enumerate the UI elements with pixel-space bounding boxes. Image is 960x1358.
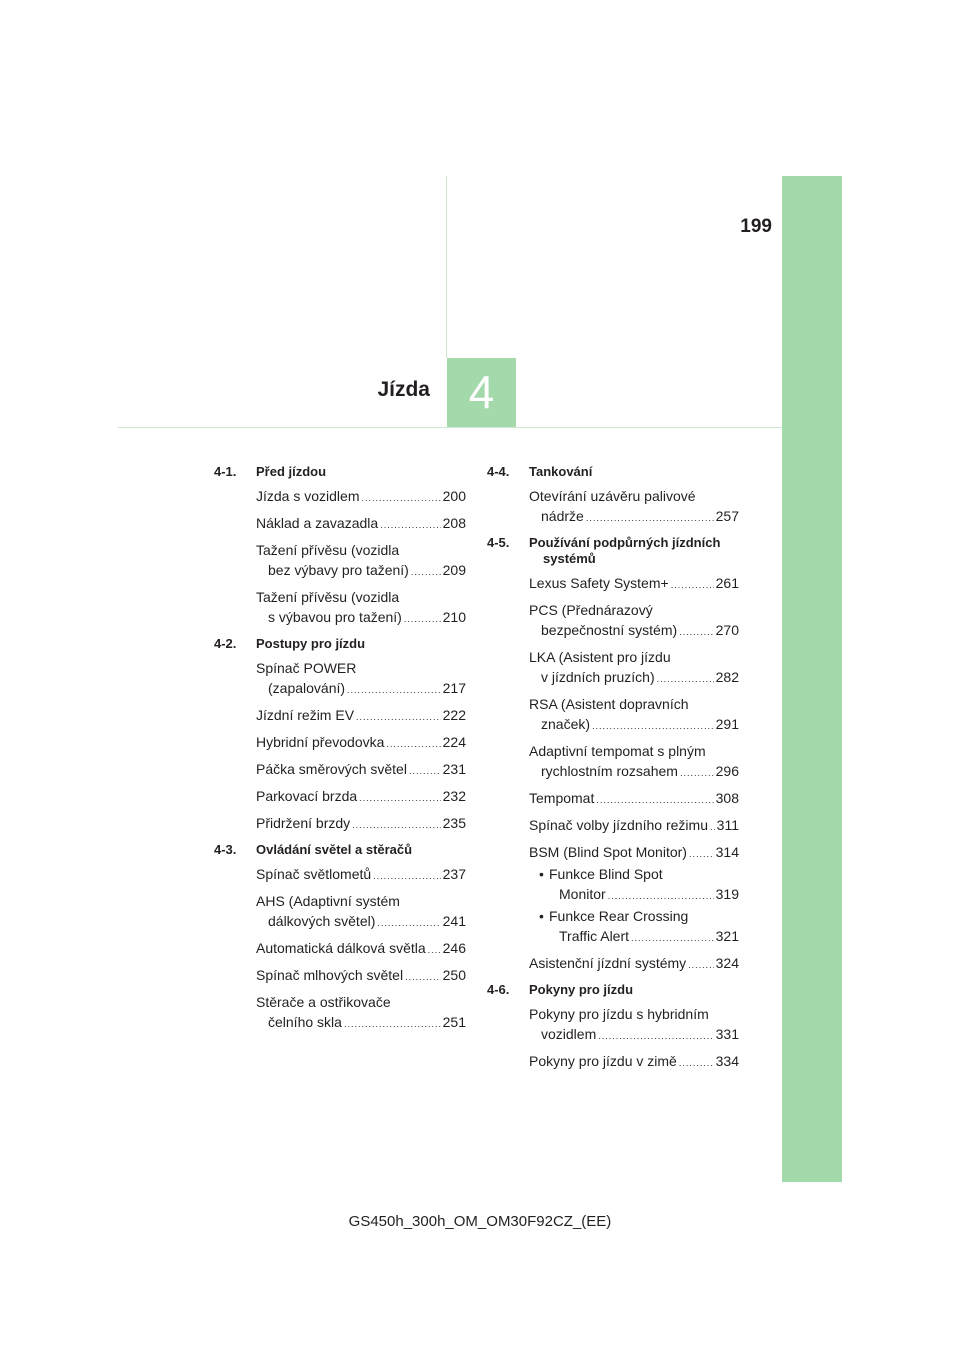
entry-text: Páčka směrových světel [256, 761, 407, 777]
entry-page: 308 [715, 790, 739, 806]
entry-text-line1: Spínač POWER [256, 660, 357, 676]
toc-entry[interactable] [529, 953, 739, 975]
toc-entry[interactable] [529, 573, 739, 595]
entry-text-line2: čelního skla [268, 1014, 342, 1030]
leader-dots [671, 575, 714, 595]
section-number: 4-5. [487, 535, 510, 550]
toc-entry[interactable] [529, 1004, 739, 1046]
section-title: Před jízdou [256, 464, 327, 479]
entry-page: 250 [442, 967, 466, 983]
entry-text: Parkovací brzda [256, 788, 358, 804]
entry-page: 314 [715, 844, 739, 860]
entry-page: 246 [442, 940, 466, 956]
section-title: Ovládání světel a stěračů [256, 842, 413, 857]
entry-page: 208 [442, 515, 466, 531]
toc-entry[interactable] [529, 647, 739, 689]
leader-dots [386, 734, 440, 754]
entry-text-line2: dálkových světel) [268, 913, 376, 929]
toc-entry[interactable] [256, 965, 466, 987]
entry-text: Náklad a zavazadla [256, 515, 379, 531]
toc-column-right [487, 462, 739, 1078]
entry-text-line2: rychlostním rozsahem [541, 763, 678, 779]
entry-text: Spínač světlometů [256, 866, 372, 882]
section-number: 4-2. [214, 636, 237, 651]
toc-section-4-6 [487, 980, 739, 1073]
section-heading[interactable] [214, 634, 466, 658]
leader-dots [380, 515, 440, 535]
leader-dots [679, 622, 713, 642]
leader-dots [657, 669, 714, 689]
toc-section-4-1 [214, 462, 466, 629]
entry-text-line1: Tažení přívěsu (vozidla [256, 589, 400, 605]
entry-page: 282 [715, 669, 739, 685]
entry-text: Tempomat [529, 790, 595, 806]
entry-page: 210 [442, 609, 466, 625]
toc-section-4-2 [214, 634, 466, 835]
section-heading[interactable] [214, 840, 466, 864]
toc-entry[interactable] [256, 486, 466, 508]
chapter-title: Jízda [377, 378, 430, 401]
entry-text-line2: (zapalování) [268, 680, 346, 696]
leader-dots [361, 488, 440, 508]
entry-text: Pokyny pro jízdu v zimě [529, 1053, 677, 1069]
entry-text-line1: PCS (Přednárazový [529, 602, 653, 618]
entry-text-line1: AHS (Adaptivní systém [256, 893, 400, 909]
entry-text-line2: Traffic Alert [559, 928, 630, 944]
leader-dots [405, 967, 441, 987]
entry-page: 334 [715, 1053, 739, 1069]
entry-text-line2: v jízdních pruzích) [541, 669, 655, 685]
header-horizontal-rule [118, 427, 782, 428]
toc-entry[interactable] [256, 705, 466, 727]
section-number: 4-3. [214, 842, 237, 857]
entry-text-line1: LKA (Asistent pro jízdu [529, 649, 671, 665]
section-number: 4-4. [487, 464, 510, 479]
entry-text-line2: bezpečnostní systém) [541, 622, 678, 638]
section-title-line1: Používání podpůrných jízdních [529, 535, 721, 550]
toc-entry[interactable] [529, 694, 739, 736]
leader-dots [710, 817, 715, 837]
bullet-icon: • [539, 908, 544, 924]
leader-dots [608, 886, 714, 906]
toc-subentry[interactable] [539, 906, 739, 948]
leader-dots [586, 508, 714, 528]
leader-dots [377, 913, 440, 933]
entry-page: 270 [715, 622, 739, 638]
toc-entry[interactable] [529, 741, 739, 783]
toc-entry[interactable] [529, 486, 739, 528]
page-number: 199 [740, 216, 772, 237]
leader-dots [373, 866, 440, 886]
leader-dots [359, 788, 440, 808]
toc-entry[interactable] [256, 938, 466, 960]
entry-page: 257 [715, 508, 739, 524]
section-number: 4-6. [487, 982, 510, 997]
entry-page: 237 [442, 866, 466, 882]
entry-page: 200 [442, 488, 466, 504]
section-title-line2: systémů [543, 551, 596, 566]
entry-page: 224 [442, 734, 466, 750]
entry-text-line2: s výbavou pro tažení) [268, 609, 402, 625]
chapter-side-tab [782, 176, 842, 1182]
toc-entry[interactable] [256, 864, 466, 886]
toc-entry[interactable] [256, 658, 466, 700]
entry-page: 331 [715, 1026, 739, 1042]
leader-dots [680, 763, 714, 783]
leader-dots [404, 609, 441, 629]
entry-page: 296 [715, 763, 739, 779]
leader-dots [347, 680, 441, 700]
entry-page: 261 [715, 575, 739, 591]
entry-text: Přidržení brzdy [256, 815, 351, 831]
entry-text-line1: Adaptivní tempomat s plným [529, 743, 706, 759]
toc-entry[interactable] [529, 842, 739, 864]
section-title: Postupy pro jízdu [256, 636, 366, 651]
leader-dots [344, 1014, 441, 1034]
entry-text-line1: Tažení přívěsu (vozidla [256, 542, 400, 558]
toc-entry[interactable] [256, 786, 466, 808]
entry-text-line2: vozidlem [541, 1026, 597, 1042]
entry-page: 231 [442, 761, 466, 777]
toc-entry[interactable] [256, 891, 466, 933]
entry-page: 251 [442, 1014, 466, 1030]
entry-page: 241 [442, 913, 466, 929]
entry-page: 321 [715, 928, 739, 944]
entry-text: Lexus Safety System+ [529, 575, 669, 591]
leader-dots [598, 1026, 713, 1046]
entry-text: Jízda s vozidlem [256, 488, 360, 504]
toc-column-left [214, 462, 466, 1039]
toc-entry[interactable] [256, 759, 466, 781]
toc-section-4-4 [487, 462, 739, 528]
toc-entry[interactable] [256, 813, 466, 835]
entry-text-line2: nádrže [541, 508, 584, 524]
toc-subentry[interactable] [539, 864, 739, 906]
entry-page: 232 [442, 788, 466, 804]
leader-dots [689, 844, 714, 864]
leader-dots [352, 815, 440, 835]
entry-page: 324 [715, 955, 739, 971]
leader-dots [592, 716, 714, 736]
entry-text: Jízdní režim EV [256, 707, 355, 723]
entry-text-line2: Monitor [559, 886, 606, 902]
entry-page: 235 [442, 815, 466, 831]
leader-dots [631, 928, 714, 948]
section-heading[interactable] [487, 462, 739, 486]
toc-entry[interactable] [256, 587, 466, 629]
leader-dots [411, 562, 441, 582]
leader-dots [409, 761, 441, 781]
entry-text: Spínač volby jízdního režimu [529, 817, 708, 833]
toc-section-4-5 [487, 533, 739, 975]
entry-text-line2: bez výbavy pro tažení) [268, 562, 409, 578]
entry-text-line1: Otevírání uzávěru palivové [529, 488, 696, 504]
leader-dots [688, 955, 713, 975]
section-title: Tankování [529, 464, 593, 479]
entry-page: 209 [442, 562, 466, 578]
entry-page: 319 [715, 886, 739, 902]
entry-text: Hybridní převodovka [256, 734, 385, 750]
entry-text-line1: Funkce Rear Crossing [549, 908, 689, 924]
leader-dots [428, 940, 441, 960]
section-heading[interactable] [487, 980, 739, 1004]
bullet-icon: • [539, 866, 544, 882]
leader-dots [596, 790, 713, 810]
toc-entry[interactable] [529, 600, 739, 642]
entry-text: Asistenční jízdní systémy [529, 955, 687, 971]
toc-entry[interactable] [256, 513, 466, 535]
section-title [529, 535, 739, 567]
section-number: 4-1. [214, 464, 237, 479]
entry-text-line1: Stěrače a ostřikovače [256, 994, 391, 1010]
entry-text: Spínač mlhových světel [256, 967, 404, 983]
toc-entry[interactable] [529, 815, 739, 837]
entry-text-line1: Pokyny pro jízdu s hybridním [529, 1006, 709, 1022]
entry-text: Automatická dálková světla [256, 940, 426, 956]
toc-section-4-3 [214, 840, 466, 1034]
leader-dots [356, 707, 441, 727]
entry-text-line1: Funkce Blind Spot [549, 866, 663, 882]
leader-dots [679, 1053, 714, 1073]
footer-document-code: GS450h_300h_OM_OM30F92CZ_(EE) [348, 1213, 612, 1230]
entry-page: 291 [715, 716, 739, 732]
toc-entry[interactable] [256, 992, 466, 1034]
header-vertical-rule [446, 176, 447, 358]
toc-entry[interactable] [529, 788, 739, 810]
entry-page: 222 [442, 707, 466, 723]
section-title: Pokyny pro jízdu [529, 982, 634, 997]
section-heading[interactable] [487, 533, 739, 573]
chapter-number-box: 4 [447, 358, 516, 427]
toc-entry[interactable] [256, 732, 466, 754]
entry-page: 217 [442, 680, 466, 696]
toc-entry[interactable] [529, 1051, 739, 1073]
toc-entry[interactable] [256, 540, 466, 582]
entry-page: 311 [716, 817, 739, 833]
section-heading[interactable] [214, 462, 466, 486]
entry-text: BSM (Blind Spot Monitor) [529, 844, 687, 860]
entry-text-line1: RSA (Asistent dopravních [529, 696, 689, 712]
entry-text-line2: značek) [541, 716, 591, 732]
